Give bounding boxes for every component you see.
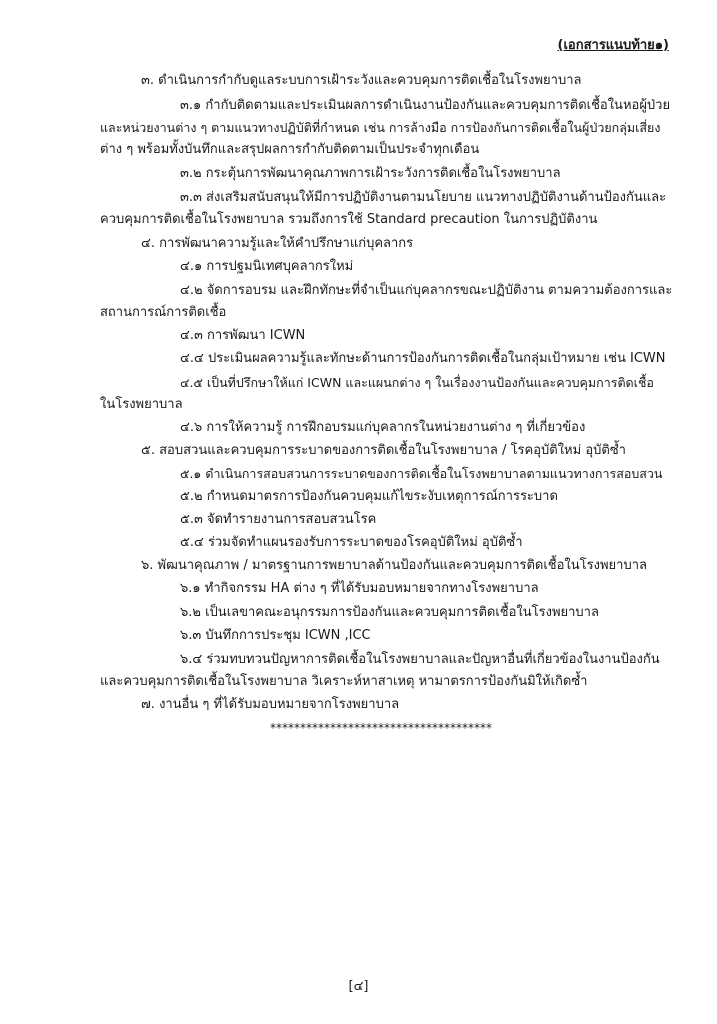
item-5-2: ๕.๒ กำหนดมาตรการป้องกันควบคุมแก้ไขระงับเหตุการณ์การระบาด (180, 489, 558, 504)
item-4-5-cont-1: ในโรงพยาบาล (100, 397, 183, 412)
item-5-1: ๕.๑ ดำเนินการสอบสวนการระบาดของการติดเชื้อในโรงพยาบาลตามแนวทางการสอบสวน (180, 466, 663, 481)
item-4-6: ๔.๖ การให้ความรู้ การฝึกอบรมแก่บุคลากรในหน่วยงานต่าง ๆ ที่เกี่ยวข้อง (180, 420, 586, 435)
item-6-2: ๖.๒ เป็นเลขาคณะอนุกรรมการป้องกันและควบคุมการติดเชื้อในโรงพยาบาล (180, 605, 599, 620)
item-3-1-cont-1: และหน่วยงานต่าง ๆ ตามแนวทางปฏิบัติที่กำหนด เช่น การล้างมือ การป้องกันการติดเชื้อในผู้ป่วยกลุ่มเสี่ยง (100, 120, 661, 135)
item-4-1: ๔.๑ การปฐมนิเทศบุคลากรใหม่ (180, 259, 354, 274)
item-6-4-cont-1: และควบคุมการติดเชื้อในโรงพยาบาล วิเคราะห์หาสาเหตุ หามาตรการป้องกันมิให้เกิดซ้ำ (100, 674, 588, 689)
section-7-heading: ๗. งานอื่น ๆ ที่ได้รับมอบหมายจากโรงพยาบาล (141, 697, 400, 712)
item-3-3-cont-1: ควบคุมการติดเชื้อในโรงพยาบาล รวมถึงการใช้ Standard precaution ในการปฏิบัติงาน (100, 212, 598, 227)
item-6-4: ๖.๔ ร่วมทบทวนปัญหาการติดเชื้อในโรงพยาบาลและปัญหาอื่นที่เกี่ยวข้องในงานป้องกัน (180, 652, 660, 667)
page-number: [๔] (348, 979, 369, 994)
item-5-3: ๕.๓ จัดทำรายงานการสอบสวนโรค (180, 512, 377, 527)
item-3-3: ๓.๓ ส่งเสริมสนับสนุนให้มีการปฏิบัติงานตามนโยบาย แนวทางปฏิบัติงานด้านป้องกันและ (180, 190, 667, 205)
item-6-3: ๖.๓ บันทึกการประชุม ICWN ,ICC (180, 628, 371, 643)
item-4-2: ๔.๒ จัดการอบรม และฝึกทักษะที่จำเป็นแก่บุคลากรขณะปฏิบัติงาน ตามความต้องการและ (180, 283, 673, 298)
annex-label: (เอกสารแนบท้าย๑) (557, 38, 669, 53)
item-3-2: ๓.๒ กระตุ้นการพัฒนาคุณภาพการเฝ้าระวังการติดเชื้อในโรงพยาบาล (180, 166, 561, 181)
item-5-4: ๕.๔ ร่วมจัดทำแผนรองรับการระบาดของโรคอุบัติใหม่ อุบัติซ้ำ (180, 535, 523, 550)
item-6-1: ๖.๑ ทำกิจกรรม HA ต่าง ๆ ที่ได้รับมอบหมายจากทางโรงพยาบาล (180, 581, 539, 596)
item-3-1-cont-2: ต่าง ๆ พร้อมทั้งบันทึกและสรุปผลการกำกับติดตามเป็นประจำทุกเดือน (100, 142, 480, 157)
section-4-heading: ๔. การพัฒนาความรู้และให้คำปรึกษาแก่บุคลากร (141, 236, 414, 251)
section-6-heading: ๖. พัฒนาคุณภาพ / มาตรฐานการพยาบาลด้านป้องกันและควบคุมการติดเชื้อในโรงพยาบาล (141, 558, 647, 573)
item-4-2-cont-1: สถานการณ์การติดเชื้อ (100, 305, 227, 320)
section-3-heading: ๓. ดำเนินการกำกับดูแลระบบการเฝ้าระวังและควบคุมการติดเชื้อในโรงพยาบาล (141, 73, 582, 88)
separator-asterisks: ************************************* (270, 721, 492, 735)
item-4-4: ๔.๔ ประเมินผลความรู้และทักษะด้านการป้องกันการติดเชื้อในกลุ่มเป้าหมาย เช่น ICWN (180, 351, 666, 366)
item-3-1: ๓.๑ กำกับติดตามและประเมินผลการดำเนินงานป้องกันและควบคุมการติดเชื้อในหอผู้ป่วย (180, 98, 671, 113)
section-5-heading: ๕. สอบสวนและควบคุมการระบาดของการติดเชื้อในโรงพยาบาล / โรคอุบัติใหม่ อุบัติซ้ำ (141, 443, 626, 458)
item-4-3: ๔.๓ การพัฒนา ICWN (180, 328, 306, 343)
item-4-5: ๔.๕ เป็นที่ปรึกษาให้แก่ ICWN และแผนกต่าง ๆ ในเรื่องงานป้องกันและควบคุมการติดเชื้อ (180, 375, 654, 390)
